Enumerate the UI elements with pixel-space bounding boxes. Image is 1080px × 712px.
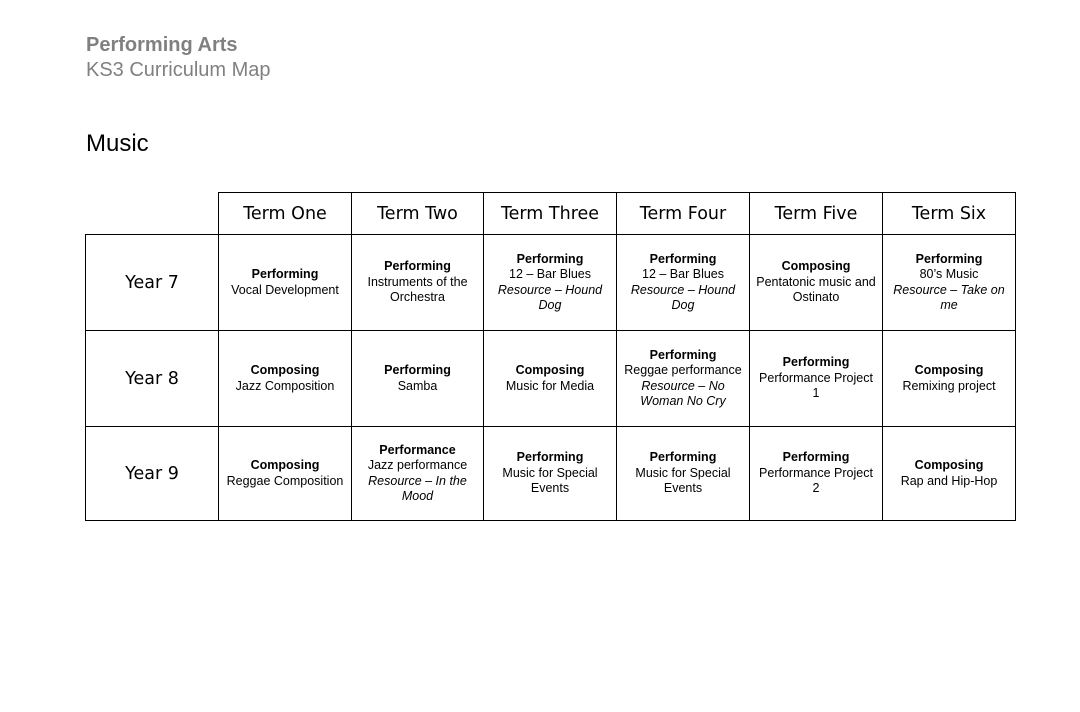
cell-topic: Reggae performance bbox=[624, 363, 742, 377]
cell-activity: Performing bbox=[649, 450, 717, 465]
document-title: Performing Arts bbox=[86, 34, 238, 56]
curriculum-cell bbox=[883, 427, 1016, 521]
cell-activity: Performing bbox=[384, 363, 451, 377]
cell-resource: Resource – Hound Dog bbox=[630, 282, 736, 312]
cell-activity: Performing bbox=[782, 355, 850, 370]
cell-topic: Jazz performance bbox=[367, 458, 468, 472]
cell-topic: Samba bbox=[397, 378, 438, 393]
cell-topic: Instruments of the Orchestra bbox=[367, 274, 468, 305]
curriculum-cell bbox=[883, 235, 1016, 331]
curriculum-cell bbox=[484, 331, 617, 427]
cell-topic: Music for Special Events bbox=[635, 465, 731, 496]
curriculum-cell bbox=[484, 235, 617, 331]
table-corner bbox=[86, 193, 219, 235]
curriculum-cell bbox=[617, 427, 750, 521]
cell-resource: Resource – Take on me bbox=[893, 282, 1005, 312]
year-label: Year 7 bbox=[86, 235, 219, 331]
curriculum-cell bbox=[750, 331, 883, 427]
cell-topic: Vocal Development bbox=[231, 282, 339, 297]
curriculum-cell bbox=[750, 427, 883, 521]
curriculum-cell bbox=[352, 331, 484, 427]
cell-topic: Pentatonic music and Ostinato bbox=[756, 274, 876, 305]
cell-activity: Performing bbox=[649, 251, 717, 266]
curriculum-cell bbox=[484, 427, 617, 521]
year-label: Year 8 bbox=[86, 331, 219, 427]
cell-activity: Composing bbox=[250, 363, 320, 377]
cell-topic: 80’s Music bbox=[919, 267, 979, 281]
cell-topic: Music for Special Events bbox=[502, 465, 598, 496]
cell-topic: Jazz Composition bbox=[235, 378, 335, 393]
cell-activity: Composing bbox=[250, 458, 320, 472]
cell-topic: Music for Media bbox=[505, 378, 595, 393]
term-header: Term Two bbox=[352, 193, 484, 235]
term-header: Term Four bbox=[617, 193, 750, 235]
cell-topic: 12 – Bar Blues bbox=[642, 267, 724, 281]
curriculum-cell bbox=[352, 427, 484, 521]
cell-activity: Composing bbox=[914, 458, 984, 472]
curriculum-cell bbox=[219, 235, 352, 331]
cell-resource: Resource – In the Mood bbox=[368, 473, 467, 503]
cell-activity: Performing bbox=[516, 450, 584, 465]
cell-topic: 12 – Bar Blues bbox=[509, 267, 591, 281]
term-header: Term One bbox=[219, 193, 352, 235]
cell-activity: Composing bbox=[914, 363, 984, 377]
cell-activity: Performing bbox=[649, 347, 717, 362]
table-row bbox=[86, 331, 1016, 427]
curriculum-cell bbox=[219, 427, 352, 521]
cell-resource: Resource – No Woman No Cry bbox=[640, 378, 726, 408]
cell-activity: Performing bbox=[516, 251, 584, 266]
curriculum-cell bbox=[750, 235, 883, 331]
document-subtitle: KS3 Curriculum Map bbox=[86, 59, 271, 81]
cell-activity: Performing bbox=[251, 267, 319, 281]
cell-topic: Remixing project bbox=[902, 378, 996, 393]
cell-topic: Performance Project 1 bbox=[759, 370, 873, 401]
term-header: Term Six bbox=[883, 193, 1016, 235]
cell-activity: Composing bbox=[515, 363, 585, 377]
term-header: Term Three bbox=[484, 193, 617, 235]
cell-resource: Resource – Hound Dog bbox=[497, 282, 603, 312]
term-header: Term Five bbox=[750, 193, 883, 235]
term-header-row bbox=[86, 193, 1016, 235]
curriculum-cell bbox=[219, 331, 352, 427]
cell-activity: Performing bbox=[915, 251, 983, 266]
curriculum-cell bbox=[352, 235, 484, 331]
table-row bbox=[86, 427, 1016, 521]
curriculum-cell bbox=[617, 331, 750, 427]
curriculum-cell bbox=[883, 331, 1016, 427]
section-heading: Music bbox=[86, 130, 149, 157]
curriculum-table bbox=[85, 192, 1016, 521]
table-row bbox=[86, 235, 1016, 331]
curriculum-cell bbox=[617, 235, 750, 331]
year-label: Year 9 bbox=[86, 427, 219, 521]
cell-activity: Composing bbox=[781, 259, 851, 274]
cell-topic: Reggae Composition bbox=[226, 473, 344, 488]
cell-activity: Performance bbox=[379, 442, 456, 457]
cell-topic: Rap and Hip-Hop bbox=[900, 473, 998, 488]
cell-topic: Performance Project 2 bbox=[759, 465, 873, 496]
cell-activity: Performing bbox=[384, 259, 451, 274]
cell-activity: Performing bbox=[782, 450, 850, 465]
